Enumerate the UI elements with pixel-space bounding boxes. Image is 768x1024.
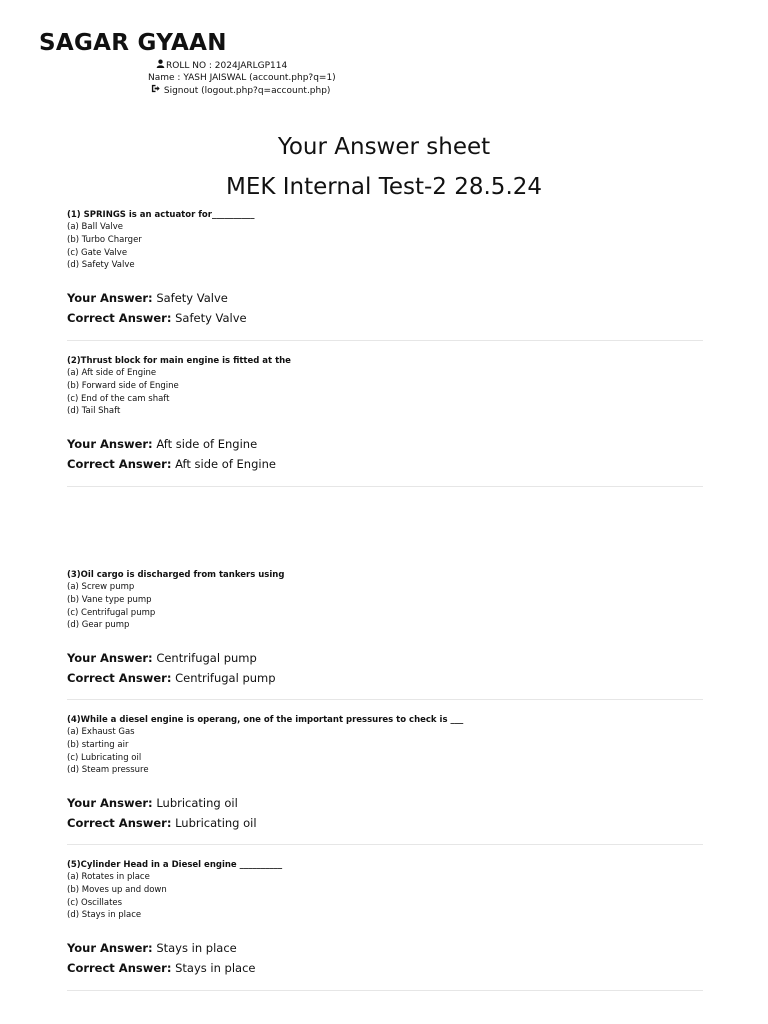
option-d: (d) Stays in place bbox=[67, 910, 142, 921]
roll-number bbox=[148, 59, 338, 72]
correct-answer-label: Correct Answer: bbox=[67, 311, 172, 326]
your-answer-value: Safety Valve bbox=[156, 291, 228, 306]
question-text: (2)Thrust block for main engine is fitted at the bbox=[67, 356, 291, 366]
correct-answer-value: Safety Valve bbox=[175, 311, 247, 326]
your-answer-value: Centrifugal pump bbox=[156, 651, 257, 666]
divider bbox=[67, 699, 703, 700]
question-text: (3)Oil cargo is discharged from tankers using bbox=[67, 570, 285, 580]
account-link[interactable]: YASH JAISWAL (account.php?q=1) bbox=[183, 73, 336, 83]
your-answer-value: Stays in place bbox=[156, 941, 237, 956]
your-answer bbox=[67, 793, 703, 813]
question-block bbox=[67, 569, 703, 688]
page-title: Your Answer sheet bbox=[277, 134, 491, 160]
your-answer-label: Your Answer: bbox=[67, 291, 153, 306]
option-a: (a) Ball Valve bbox=[67, 222, 123, 232]
option-b: (b) starting air bbox=[67, 739, 129, 750]
your-answer-label: Your Answer: bbox=[67, 796, 153, 811]
your-answer bbox=[67, 288, 703, 308]
question-block bbox=[67, 209, 703, 328]
option-a: (a) Exhaust Gas bbox=[67, 727, 135, 737]
correct-answer-label: Correct Answer: bbox=[67, 961, 172, 976]
question-text: (5)Cylinder Head in a Diesel engine __________ bbox=[67, 860, 283, 870]
option-d: (d) Safety Valve bbox=[67, 260, 135, 271]
option-c: (c) Gate Valve bbox=[67, 247, 128, 258]
your-answer-value: Aft side of Engine bbox=[156, 437, 258, 452]
correct-answer-value: Lubricating oil bbox=[175, 816, 257, 831]
option-d: (d) Gear pump bbox=[67, 620, 130, 631]
signout-icon bbox=[151, 84, 160, 97]
correct-answer-value: Aft side of Engine bbox=[175, 457, 276, 472]
correct-answer bbox=[67, 813, 703, 833]
correct-answer-label: Correct Answer: bbox=[67, 671, 172, 686]
option-a: (a) Rotates in place bbox=[67, 872, 150, 882]
option-b: (b) Turbo Charger bbox=[67, 234, 142, 245]
question-block bbox=[67, 355, 703, 474]
your-answer-label: Your Answer: bbox=[67, 437, 153, 452]
question-text: (1) SPRINGS is an actuator for__________ bbox=[67, 210, 255, 220]
option-c: (c) Centrifugal pump bbox=[67, 607, 156, 618]
divider bbox=[67, 486, 703, 487]
question-text: (4)While a diesel engine is operang, one of the important pressures to check is ___ bbox=[67, 715, 464, 725]
option-c: (c) Lubricating oil bbox=[67, 752, 142, 763]
option-b: (b) Moves up and down bbox=[67, 884, 167, 895]
divider bbox=[67, 844, 703, 845]
option-d: (d) Tail Shaft bbox=[67, 406, 121, 417]
signout-row bbox=[148, 84, 338, 97]
divider bbox=[67, 340, 703, 341]
user-name bbox=[148, 72, 338, 84]
option-a: (a) Aft side of Engine bbox=[67, 368, 157, 378]
option-a: (a) Screw pump bbox=[67, 582, 135, 592]
your-answer bbox=[67, 938, 703, 958]
question-block bbox=[67, 714, 703, 833]
divider bbox=[67, 990, 703, 991]
correct-answer-value: Centrifugal pump bbox=[175, 671, 276, 686]
question-block bbox=[67, 859, 703, 978]
brand-logo-text: SAGAR GYAAN bbox=[39, 30, 227, 56]
roll-number-text: ROLL NO : 2024JARLGP114 bbox=[166, 61, 288, 71]
your-answer-label: Your Answer: bbox=[67, 941, 153, 956]
correct-answer bbox=[67, 668, 703, 688]
your-answer bbox=[67, 648, 703, 668]
user-icon bbox=[156, 59, 165, 72]
correct-answer bbox=[67, 308, 703, 328]
option-d: (d) Steam pressure bbox=[67, 765, 149, 776]
name-label: Name : bbox=[148, 73, 184, 83]
signout-link[interactable]: Signout (logout.php?q=account.php) bbox=[161, 86, 331, 96]
your-answer bbox=[67, 434, 703, 454]
user-info bbox=[148, 59, 338, 97]
option-b: (b) Forward side of Engine bbox=[67, 380, 179, 391]
correct-answer bbox=[67, 454, 703, 474]
correct-answer-value: Stays in place bbox=[175, 961, 256, 976]
option-c: (c) Oscillates bbox=[67, 897, 123, 908]
your-answer-label: Your Answer: bbox=[67, 651, 153, 666]
correct-answer-label: Correct Answer: bbox=[67, 457, 172, 472]
your-answer-value: Lubricating oil bbox=[156, 796, 238, 811]
option-c: (c) End of the cam shaft bbox=[67, 393, 170, 404]
correct-answer bbox=[67, 958, 703, 978]
test-title: MEK Internal Test-2 28.5.24 bbox=[225, 174, 543, 200]
correct-answer-label: Correct Answer: bbox=[67, 816, 172, 831]
option-b: (b) Vane type pump bbox=[67, 594, 152, 605]
